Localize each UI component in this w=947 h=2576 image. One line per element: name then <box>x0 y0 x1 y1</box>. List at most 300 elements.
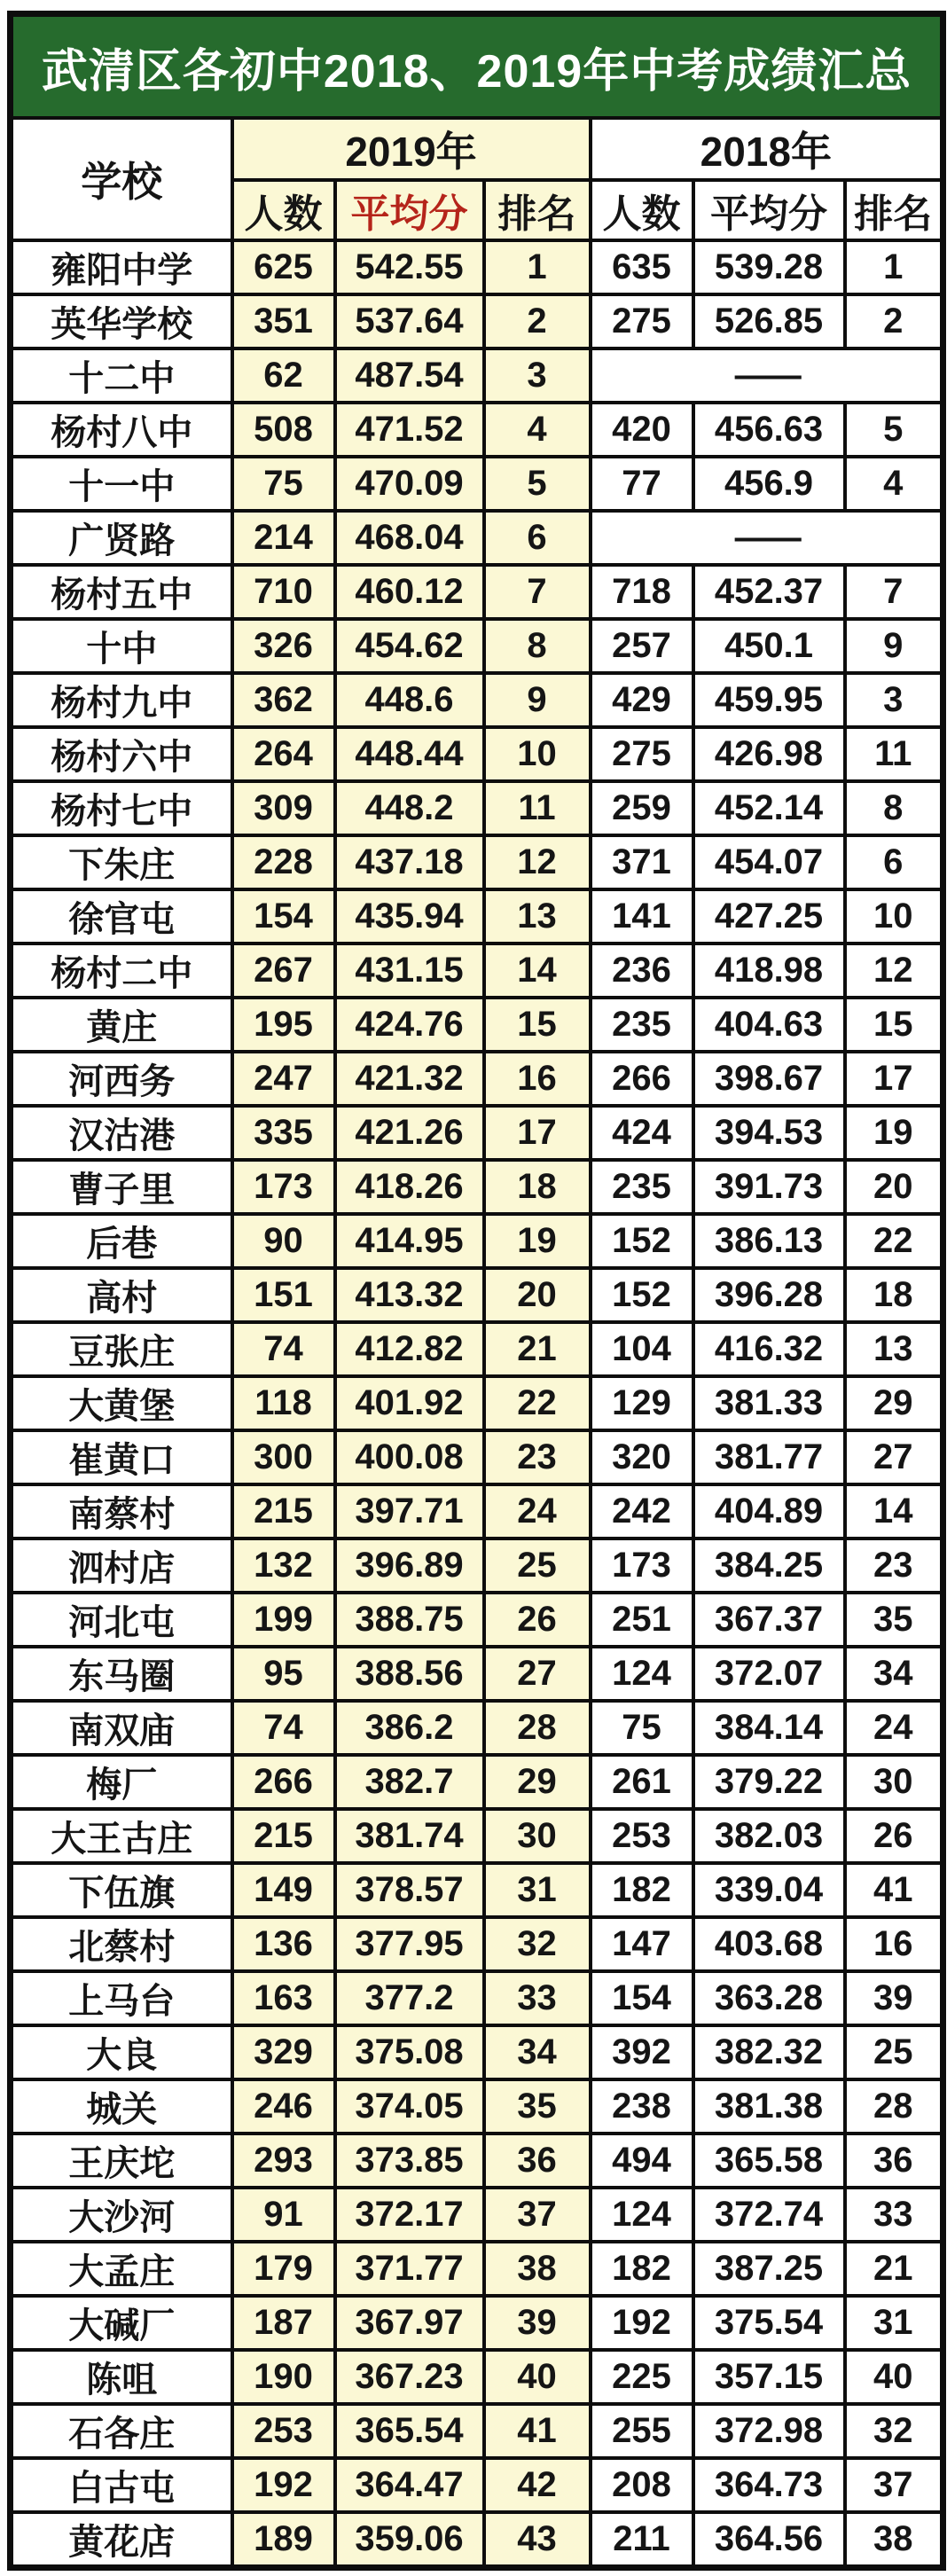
cell-2019-avg: 400.08 <box>335 1430 484 1484</box>
cell-2018-rank: 12 <box>845 943 943 998</box>
cell-2018-count: 251 <box>591 1593 693 1647</box>
col-header-school: 学校 <box>11 118 232 240</box>
score-table-body <box>11 240 943 2568</box>
table-row <box>11 1539 943 1593</box>
cell-school: 黄花店 <box>11 2512 232 2568</box>
cell-2019-avg: 359.06 <box>335 2512 484 2568</box>
cell-2019-avg: 413.32 <box>335 1268 484 1322</box>
cell-2018-avg: 381.33 <box>693 1376 845 1430</box>
table-row <box>11 2025 943 2079</box>
cell-2018-count: 124 <box>591 1647 693 1701</box>
table-row <box>11 2350 943 2404</box>
cell-2019-avg: 454.62 <box>335 619 484 673</box>
cell-2019-rank: 3 <box>484 348 591 403</box>
cell-2019-avg: 418.26 <box>335 1160 484 1214</box>
cell-school: 大孟庄 <box>11 2242 232 2296</box>
cell-2018-avg: 454.07 <box>693 835 845 889</box>
cell-2019-count: 190 <box>232 2350 335 2404</box>
cell-2018-rank: 38 <box>845 2512 943 2568</box>
cell-2018-rank: 6 <box>845 835 943 889</box>
cell-2019-count: 149 <box>232 1863 335 1917</box>
cell-school: 南蔡村 <box>11 1484 232 1539</box>
cell-2018-rank: 35 <box>845 1593 943 1647</box>
cell-2018-avg: 456.9 <box>693 457 845 511</box>
cell-2018-rank: 31 <box>845 2296 943 2350</box>
table-row <box>11 1376 943 1430</box>
cell-2018-count: 266 <box>591 1052 693 1106</box>
cell-2019-avg: 448.44 <box>335 727 484 781</box>
cell-2019-rank: 7 <box>484 565 591 619</box>
cell-2018-avg: 381.77 <box>693 1430 845 1484</box>
cell-2019-count: 351 <box>232 294 335 348</box>
cell-2018-rank: 1 <box>845 240 943 294</box>
table-row <box>11 1701 943 1755</box>
cell-2018-count: 429 <box>591 673 693 727</box>
cell-2018-avg: 382.03 <box>693 1809 845 1863</box>
table-row <box>11 348 943 403</box>
cell-2018-count: 635 <box>591 240 693 294</box>
cell-2019-avg: 364.47 <box>335 2458 484 2512</box>
table-row <box>11 2188 943 2242</box>
cell-2019-rank: 22 <box>484 1376 591 1430</box>
cell-school: 南双庙 <box>11 1701 232 1755</box>
table-row <box>11 835 943 889</box>
cell-school: 豆张庄 <box>11 1322 232 1376</box>
table-row <box>11 727 943 781</box>
cell-2019-rank: 18 <box>484 1160 591 1214</box>
cell-2018-rank: 41 <box>845 1863 943 1917</box>
cell-2019-avg: 470.09 <box>335 457 484 511</box>
cell-2018-avg: 367.37 <box>693 1593 845 1647</box>
cell-2019-avg: 414.95 <box>335 1214 484 1268</box>
cell-2018-avg: 452.37 <box>693 565 845 619</box>
table-row <box>11 565 943 619</box>
cell-2018-no-data: —— <box>591 348 943 403</box>
cell-2019-count: 91 <box>232 2188 335 2242</box>
cell-2019-avg: 374.05 <box>335 2079 484 2134</box>
col-header-rank-2018: 排名 <box>845 180 943 240</box>
cell-2019-rank: 17 <box>484 1106 591 1160</box>
cell-2019-avg: 460.12 <box>335 565 484 619</box>
cell-school: 大黄堡 <box>11 1376 232 1430</box>
cell-2019-count: 136 <box>232 1917 335 1971</box>
cell-2018-avg: 403.68 <box>693 1917 845 1971</box>
cell-2018-rank: 23 <box>845 1539 943 1593</box>
cell-2019-count: 253 <box>232 2404 335 2458</box>
cell-2019-avg: 388.75 <box>335 1593 484 1647</box>
cell-2018-count: 238 <box>591 2079 693 2134</box>
cell-2019-count: 195 <box>232 998 335 1052</box>
cell-2018-rank: 9 <box>845 619 943 673</box>
cell-2019-rank: 33 <box>484 1971 591 2025</box>
table-row <box>11 1322 943 1376</box>
table-row <box>11 2458 943 2512</box>
cell-school: 杨村六中 <box>11 727 232 781</box>
cell-2018-count: 152 <box>591 1268 693 1322</box>
cell-2018-avg: 539.28 <box>693 240 845 294</box>
cell-school: 大碱厂 <box>11 2296 232 2350</box>
cell-2019-avg: 381.74 <box>335 1809 484 1863</box>
cell-2019-rank: 16 <box>484 1052 591 1106</box>
cell-2019-avg: 421.26 <box>335 1106 484 1160</box>
cell-school: 下朱庄 <box>11 835 232 889</box>
cell-2019-count: 266 <box>232 1755 335 1809</box>
cell-school: 上马台 <box>11 1971 232 2025</box>
cell-2019-rank: 4 <box>484 403 591 457</box>
cell-2019-count: 228 <box>232 835 335 889</box>
cell-2018-rank: 32 <box>845 2404 943 2458</box>
cell-2018-avg: 363.28 <box>693 1971 845 2025</box>
cell-school: 大王古庄 <box>11 1809 232 1863</box>
cell-2018-rank: 18 <box>845 1268 943 1322</box>
cell-2018-count: 259 <box>591 781 693 835</box>
cell-school: 高村 <box>11 1268 232 1322</box>
cell-2019-rank: 25 <box>484 1539 591 1593</box>
table-row <box>11 1052 943 1106</box>
table-row <box>11 673 943 727</box>
cell-2018-avg: 384.25 <box>693 1539 845 1593</box>
cell-2019-count: 154 <box>232 889 335 943</box>
cell-school: 黄庄 <box>11 998 232 1052</box>
cell-2019-count: 95 <box>232 1647 335 1701</box>
cell-2018-avg: 364.56 <box>693 2512 845 2568</box>
cell-2018-count: 371 <box>591 835 693 889</box>
cell-school: 汉沽港 <box>11 1106 232 1160</box>
cell-2018-count: 75 <box>591 1701 693 1755</box>
cell-2018-count: 141 <box>591 889 693 943</box>
cell-school: 梅厂 <box>11 1755 232 1809</box>
cell-2018-count: 718 <box>591 565 693 619</box>
cell-2018-avg: 396.28 <box>693 1268 845 1322</box>
cell-2018-avg: 404.63 <box>693 998 845 1052</box>
cell-2018-count: 129 <box>591 1376 693 1430</box>
cell-school: 杨村八中 <box>11 403 232 457</box>
cell-2019-avg: 431.15 <box>335 943 484 998</box>
table-row <box>11 2079 943 2134</box>
cell-2018-count: 77 <box>591 457 693 511</box>
cell-2018-count: 208 <box>591 2458 693 2512</box>
cell-2018-count: 261 <box>591 1755 693 1809</box>
cell-2019-avg: 468.04 <box>335 511 484 565</box>
col-header-count-2018: 人数 <box>591 180 693 240</box>
cell-2019-count: 309 <box>232 781 335 835</box>
cell-school: 东马圈 <box>11 1647 232 1701</box>
cell-school: 河北屯 <box>11 1593 232 1647</box>
cell-2019-rank: 43 <box>484 2512 591 2568</box>
col-header-rank-2019: 排名 <box>484 180 591 240</box>
cell-2018-rank: 39 <box>845 1971 943 2025</box>
table-row <box>11 457 943 511</box>
cell-2019-rank: 29 <box>484 1755 591 1809</box>
cell-2018-avg: 450.1 <box>693 619 845 673</box>
cell-2019-rank: 20 <box>484 1268 591 1322</box>
cell-2018-avg: 398.67 <box>693 1052 845 1106</box>
table-row <box>11 294 943 348</box>
cell-2019-count: 189 <box>232 2512 335 2568</box>
cell-2018-rank: 22 <box>845 1214 943 1268</box>
cell-2018-count: 392 <box>591 2025 693 2079</box>
cell-2019-avg: 367.97 <box>335 2296 484 2350</box>
cell-2019-count: 187 <box>232 2296 335 2350</box>
cell-2018-avg: 382.32 <box>693 2025 845 2079</box>
cell-2019-avg: 471.52 <box>335 403 484 457</box>
table-row <box>11 2404 943 2458</box>
cell-2019-count: 151 <box>232 1268 335 1322</box>
cell-2019-rank: 8 <box>484 619 591 673</box>
cell-2019-count: 335 <box>232 1106 335 1160</box>
cell-2019-count: 625 <box>232 240 335 294</box>
cell-2018-count: 420 <box>591 403 693 457</box>
cell-2019-rank: 12 <box>484 835 591 889</box>
cell-2018-rank: 29 <box>845 1376 943 1430</box>
cell-2018-count: 124 <box>591 2188 693 2242</box>
cell-2018-rank: 40 <box>845 2350 943 2404</box>
cell-2019-rank: 10 <box>484 727 591 781</box>
cell-2019-count: 132 <box>232 1539 335 1593</box>
cell-2018-avg: 416.32 <box>693 1322 845 1376</box>
table-row <box>11 1971 943 2025</box>
cell-2019-rank: 36 <box>484 2134 591 2188</box>
cell-2019-avg: 373.85 <box>335 2134 484 2188</box>
cell-2019-count: 215 <box>232 1809 335 1863</box>
cell-2019-count: 173 <box>232 1160 335 1214</box>
year-group-row <box>11 118 943 180</box>
cell-2019-avg: 377.95 <box>335 1917 484 1971</box>
cell-2019-rank: 5 <box>484 457 591 511</box>
cell-2019-avg: 412.82 <box>335 1322 484 1376</box>
col-header-avg-2019: 平均分 <box>335 180 484 240</box>
table-row <box>11 889 943 943</box>
cell-2018-count: 275 <box>591 294 693 348</box>
cell-2019-count: 75 <box>232 457 335 511</box>
cell-2019-count: 62 <box>232 348 335 403</box>
cell-2019-count: 74 <box>232 1322 335 1376</box>
cell-2018-count: 192 <box>591 2296 693 2350</box>
cell-school: 杨村九中 <box>11 673 232 727</box>
cell-2018-count: 235 <box>591 998 693 1052</box>
cell-school: 杨村二中 <box>11 943 232 998</box>
cell-2019-avg: 388.56 <box>335 1647 484 1701</box>
cell-2019-avg: 537.64 <box>335 294 484 348</box>
cell-2018-rank: 10 <box>845 889 943 943</box>
cell-2019-avg: 382.7 <box>335 1755 484 1809</box>
cell-school: 大沙河 <box>11 2188 232 2242</box>
table-row <box>11 1593 943 1647</box>
cell-school: 十中 <box>11 619 232 673</box>
cell-2019-rank: 14 <box>484 943 591 998</box>
table-row <box>11 1214 943 1268</box>
cell-school: 石各庄 <box>11 2404 232 2458</box>
cell-2018-rank: 27 <box>845 1430 943 1484</box>
cell-2019-rank: 1 <box>484 240 591 294</box>
cell-2018-rank: 37 <box>845 2458 943 2512</box>
cell-2019-rank: 15 <box>484 998 591 1052</box>
cell-school: 泗村店 <box>11 1539 232 1593</box>
cell-2018-avg: 372.98 <box>693 2404 845 2458</box>
cell-2019-rank: 42 <box>484 2458 591 2512</box>
cell-2018-rank: 5 <box>845 403 943 457</box>
cell-2019-count: 74 <box>232 1701 335 1755</box>
cell-2018-avg: 426.98 <box>693 727 845 781</box>
cell-2019-rank: 39 <box>484 2296 591 2350</box>
cell-2019-count: 118 <box>232 1376 335 1430</box>
cell-2018-rank: 19 <box>845 1106 943 1160</box>
cell-2018-rank: 16 <box>845 1917 943 1971</box>
cell-2019-rank: 38 <box>484 2242 591 2296</box>
cell-2018-avg: 456.63 <box>693 403 845 457</box>
cell-2018-avg: 381.38 <box>693 2079 845 2134</box>
cell-school: 十二中 <box>11 348 232 403</box>
cell-2019-rank: 23 <box>484 1430 591 1484</box>
cell-2019-avg: 372.17 <box>335 2188 484 2242</box>
cell-2018-count: 494 <box>591 2134 693 2188</box>
cell-school: 十一中 <box>11 457 232 511</box>
table-row <box>11 1809 943 1863</box>
cell-2018-rank: 2 <box>845 294 943 348</box>
cell-2019-rank: 31 <box>484 1863 591 1917</box>
cell-2019-count: 247 <box>232 1052 335 1106</box>
cell-2018-rank: 33 <box>845 2188 943 2242</box>
cell-2018-rank: 17 <box>845 1052 943 1106</box>
cell-2019-avg: 435.94 <box>335 889 484 943</box>
cell-2019-rank: 32 <box>484 1917 591 1971</box>
cell-2019-rank: 6 <box>484 511 591 565</box>
cell-2018-rank: 21 <box>845 2242 943 2296</box>
cell-2018-count: 320 <box>591 1430 693 1484</box>
cell-school: 广贤路 <box>11 511 232 565</box>
cell-2018-rank: 11 <box>845 727 943 781</box>
cell-2019-count: 179 <box>232 2242 335 2296</box>
table-row <box>11 619 943 673</box>
cell-2018-avg: 379.22 <box>693 1755 845 1809</box>
table-row <box>11 2296 943 2350</box>
cell-2018-avg: 418.98 <box>693 943 845 998</box>
cell-2019-count: 192 <box>232 2458 335 2512</box>
cell-2018-rank: 13 <box>845 1322 943 1376</box>
cell-2018-avg: 387.25 <box>693 2242 845 2296</box>
cell-2019-rank: 27 <box>484 1647 591 1701</box>
cell-school: 河西务 <box>11 1052 232 1106</box>
cell-2018-count: 152 <box>591 1214 693 1268</box>
cell-2018-avg: 391.73 <box>693 1160 845 1214</box>
cell-school: 后巷 <box>11 1214 232 1268</box>
cell-2018-rank: 8 <box>845 781 943 835</box>
cell-2019-avg: 424.76 <box>335 998 484 1052</box>
cell-2018-count: 104 <box>591 1322 693 1376</box>
cell-2018-rank: 28 <box>845 2079 943 2134</box>
cell-2019-count: 199 <box>232 1593 335 1647</box>
cell-2018-count: 182 <box>591 2242 693 2296</box>
cell-2019-count: 508 <box>232 403 335 457</box>
col-group-2019: 2019年 <box>232 118 591 180</box>
cell-2019-avg: 377.2 <box>335 1971 484 2025</box>
cell-2018-rank: 15 <box>845 998 943 1052</box>
cell-2018-count: 235 <box>591 1160 693 1214</box>
table-row <box>11 1106 943 1160</box>
cell-2019-count: 362 <box>232 673 335 727</box>
table-row <box>11 1160 943 1214</box>
cell-2018-count: 147 <box>591 1917 693 1971</box>
table-row <box>11 2134 943 2188</box>
cell-2019-rank: 41 <box>484 2404 591 2458</box>
cell-school: 王庆坨 <box>11 2134 232 2188</box>
cell-2019-avg: 396.89 <box>335 1539 484 1593</box>
cell-2019-count: 710 <box>232 565 335 619</box>
cell-2018-count: 253 <box>591 1809 693 1863</box>
scores-table <box>7 11 946 2571</box>
cell-2019-avg: 371.77 <box>335 2242 484 2296</box>
cell-2019-count: 214 <box>232 511 335 565</box>
cell-2018-avg: 339.04 <box>693 1863 845 1917</box>
cell-2018-avg: 357.15 <box>693 2350 845 2404</box>
cell-2019-rank: 35 <box>484 2079 591 2134</box>
cell-school: 杨村五中 <box>11 565 232 619</box>
cell-2018-avg: 372.74 <box>693 2188 845 2242</box>
cell-2019-count: 293 <box>232 2134 335 2188</box>
cell-2018-rank: 30 <box>845 1755 943 1809</box>
cell-2019-avg: 437.18 <box>335 835 484 889</box>
table-row <box>11 781 943 835</box>
col-group-2018: 2018年 <box>591 118 943 180</box>
cell-2019-avg: 378.57 <box>335 1863 484 1917</box>
cell-2018-rank: 14 <box>845 1484 943 1539</box>
cell-school: 陈咀 <box>11 2350 232 2404</box>
cell-2018-avg: 427.25 <box>693 889 845 943</box>
cell-2018-no-data: —— <box>591 511 943 565</box>
cell-2019-count: 215 <box>232 1484 335 1539</box>
cell-2018-rank: 7 <box>845 565 943 619</box>
cell-2019-rank: 34 <box>484 2025 591 2079</box>
cell-2019-avg: 367.23 <box>335 2350 484 2404</box>
cell-2018-count: 424 <box>591 1106 693 1160</box>
cell-2019-rank: 13 <box>484 889 591 943</box>
cell-school: 杨村七中 <box>11 781 232 835</box>
cell-school: 崔黄口 <box>11 1430 232 1484</box>
cell-2018-avg: 375.54 <box>693 2296 845 2350</box>
cell-2019-rank: 2 <box>484 294 591 348</box>
cell-2019-count: 264 <box>232 727 335 781</box>
cell-2018-rank: 26 <box>845 1809 943 1863</box>
cell-2018-count: 242 <box>591 1484 693 1539</box>
cell-2019-avg: 365.54 <box>335 2404 484 2458</box>
cell-2018-count: 257 <box>591 619 693 673</box>
cell-school: 英华学校 <box>11 294 232 348</box>
cell-2019-rank: 24 <box>484 1484 591 1539</box>
cell-2019-avg: 401.92 <box>335 1376 484 1430</box>
cell-2019-avg: 386.2 <box>335 1701 484 1755</box>
table-row <box>11 1430 943 1484</box>
cell-2019-avg: 448.2 <box>335 781 484 835</box>
col-header-avg-2018: 平均分 <box>693 180 845 240</box>
cell-2019-count: 246 <box>232 2079 335 2134</box>
cell-2019-avg: 542.55 <box>335 240 484 294</box>
table-row <box>11 943 943 998</box>
cell-2018-avg: 452.14 <box>693 781 845 835</box>
cell-2019-rank: 37 <box>484 2188 591 2242</box>
cell-2018-avg: 364.73 <box>693 2458 845 2512</box>
cell-2019-count: 329 <box>232 2025 335 2079</box>
cell-2018-rank: 20 <box>845 1160 943 1214</box>
cell-2019-rank: 21 <box>484 1322 591 1376</box>
table-row <box>11 1647 943 1701</box>
col-header-count-2019: 人数 <box>232 180 335 240</box>
cell-2019-rank: 40 <box>484 2350 591 2404</box>
table-row <box>11 1755 943 1809</box>
cell-2018-avg: 384.14 <box>693 1701 845 1755</box>
cell-2018-rank: 24 <box>845 1701 943 1755</box>
cell-2018-avg: 365.58 <box>693 2134 845 2188</box>
cell-2018-rank: 25 <box>845 2025 943 2079</box>
